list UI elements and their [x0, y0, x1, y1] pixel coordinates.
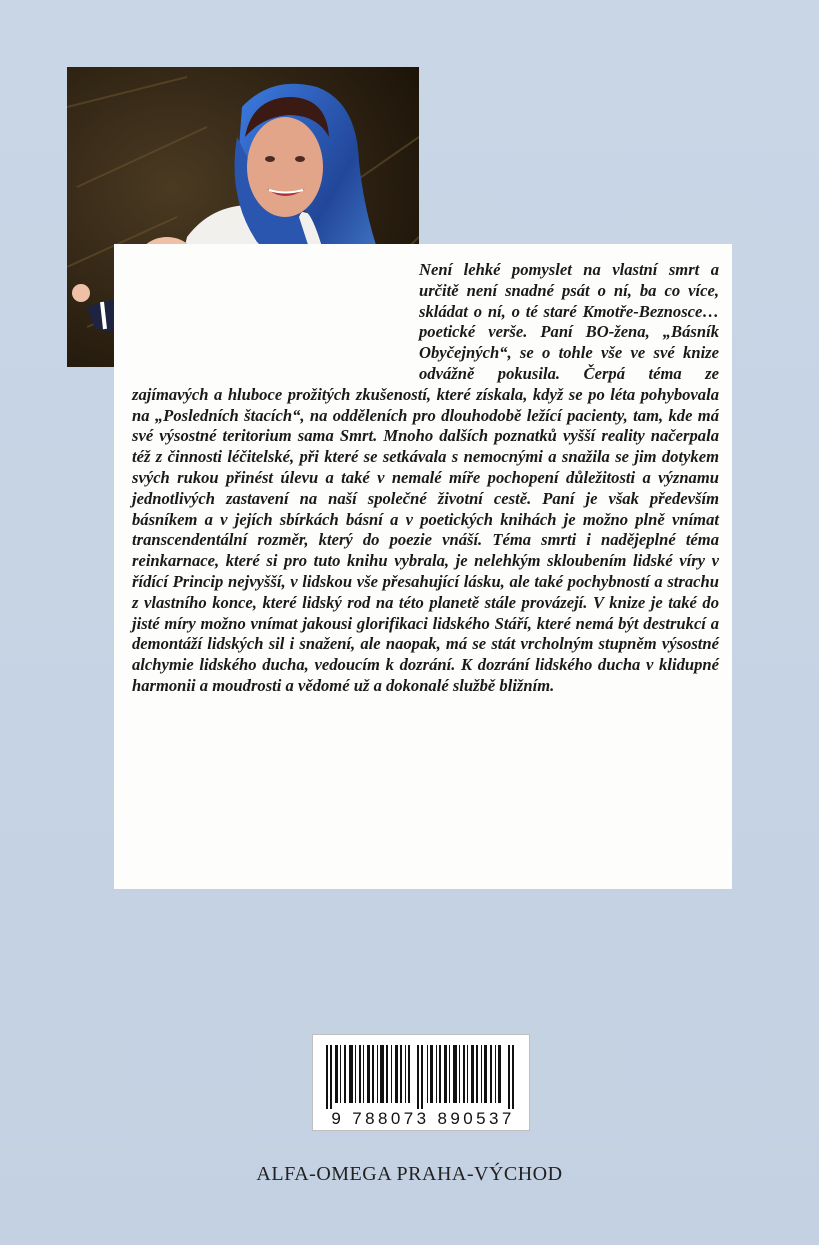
isbn-number: 9 788073 890537 [331, 1109, 515, 1128]
isbn-barcode [312, 1034, 530, 1131]
blurb-text-block [132, 260, 719, 697]
publisher-name: ALFA-OMEGA PRAHA-VÝCHOD [256, 1163, 563, 1185]
barcode-bars [326, 1045, 516, 1109]
text-wrap-spacer [114, 244, 419, 368]
blurb-paragraph: Není lehké pomyslet na vlastní smrt a určitě není snadné psát o ní, ba co více, skládat o ní, o té staré Kmotře-Beznosce… poetické verše. Paní BO-žena, „Básník Obyčejných“, se o tohle vše ve své knize odvážně pokusila. Čerpá téma ze zajímavých a hluboce prožitých zkušeností, které získala, když se po léta pohybovala na „Posledních štacích“, na odděleních pro dlouhodobě ležící pacienty, tam, kde má své výsostné teritorium sama Smrt. Mnoho dalších poznatků vyšší reality načerpala též z činnosti léčitelské, při které se setkávala s nemocnými a snažila se jim dotykem svých rukou přinést úlevu a také v nemalé míře pochopení důležitosti a významu jednotlivých zastavení na naší společné životní cestě. Paní je však především básníkem a v jejích sbírkách básní a v poetických knihách je možno plně vnímat transcendentální rozměr, který do poezie vnáší. Téma smrti i nadějeplné téma reinkarnace, které si pro tuto knihu vybrala, je nelehkým skloubením lidské víry v řídící Princip nejvyšší, v lidskou vše přesahující lásku, ale také pochybností a strachu z vlastního konce, které lidský rod na této planetě stále provázejí. V knize je také do jisté míry možno vnímat jakousi glorifikaci lidského Stáří, které nemá být destrukcí a demontáží lidských sil i snažení, ale naopak, má se stát vrcholným stupněm výsostné alchymie lidského ducha, vedoucím k dozrání. K dozrání lidského ducha v klidupné harmonii a moudrosti a vědomé už a dokonalé službě bližním. [132, 260, 719, 695]
blurb-panel [114, 244, 732, 889]
